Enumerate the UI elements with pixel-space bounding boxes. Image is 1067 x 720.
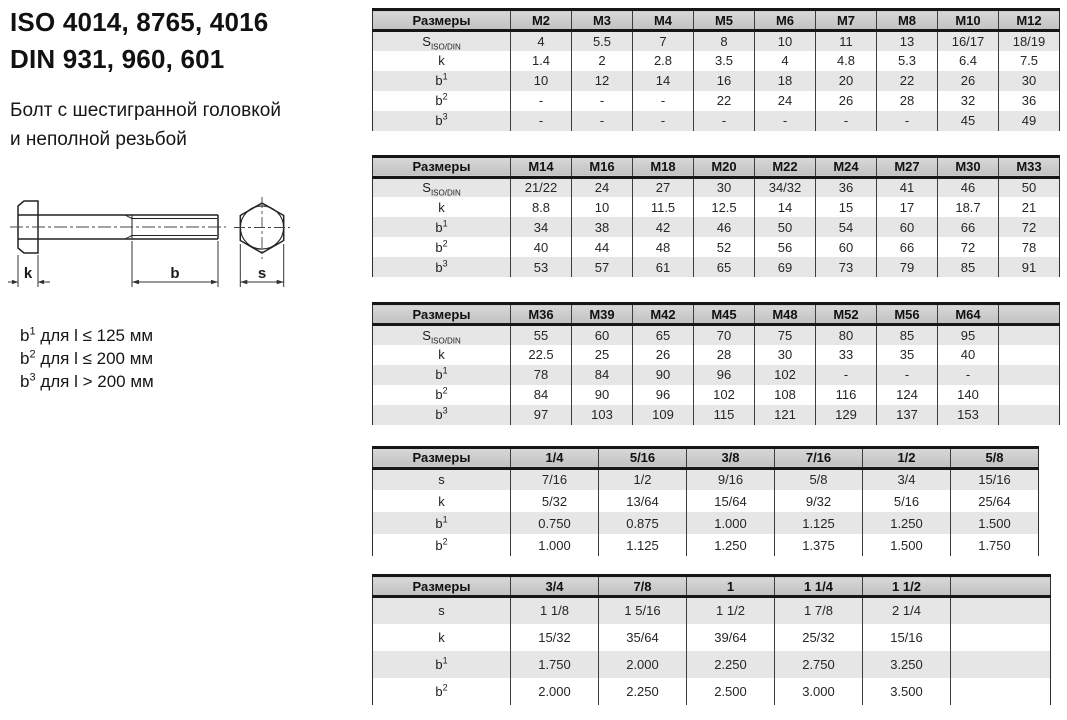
data-cell: 22.5	[511, 345, 572, 365]
table-row	[373, 512, 1039, 534]
data-cell: 24	[572, 177, 633, 197]
data-cell: 1 1/2	[687, 597, 775, 624]
column-header: M42	[633, 304, 694, 325]
data-cell: 124	[877, 385, 938, 405]
data-cell: 9/32	[775, 490, 863, 512]
size-column-header: Размеры	[373, 304, 511, 325]
column-header: 1/4	[511, 447, 599, 468]
data-cell: 116	[816, 385, 877, 405]
data-cell: 2.750	[775, 651, 863, 678]
table-row	[373, 257, 1060, 277]
data-cell: 1.4	[511, 51, 572, 71]
data-cell: 9/16	[687, 468, 775, 490]
data-cell: 65	[694, 257, 755, 277]
data-cell: 30	[694, 177, 755, 197]
data-cell: 85	[938, 257, 999, 277]
column-header: M20	[694, 156, 755, 177]
data-cell: 20	[816, 71, 877, 91]
column-header: M56	[877, 304, 938, 325]
table-row	[373, 217, 1060, 237]
data-cell: -	[511, 111, 572, 131]
column-header: 5/16	[599, 447, 687, 468]
data-cell: 72	[999, 217, 1060, 237]
data-cell: 60	[816, 237, 877, 257]
data-cell: 14	[633, 71, 694, 91]
data-cell: 3/4	[863, 468, 951, 490]
data-cell: 18.7	[938, 197, 999, 217]
data-cell: 5.5	[572, 31, 633, 51]
data-cell: 3.000	[775, 678, 863, 705]
subtitle-line-1: Болт с шестигранной головкой	[10, 100, 281, 121]
data-cell: 25/64	[951, 490, 1039, 512]
data-cell: 15/16	[863, 624, 951, 651]
data-cell: 30	[999, 71, 1060, 91]
data-cell: 17	[877, 197, 938, 217]
data-cell: 10	[511, 71, 572, 91]
data-cell	[951, 678, 1051, 705]
data-cell: 57	[572, 257, 633, 277]
data-cell: 13	[877, 31, 938, 51]
data-cell: 33	[816, 345, 877, 365]
data-cell: 1.000	[687, 512, 775, 534]
data-cell: 53	[511, 257, 572, 277]
table-row	[373, 325, 1060, 345]
row-label: $b^2$	[373, 678, 511, 705]
data-cell: 2.250	[687, 651, 775, 678]
column-header: 3/4	[511, 576, 599, 597]
data-cell: 7/16	[511, 468, 599, 490]
size-column-header: Размеры	[373, 447, 511, 468]
data-cell: 6.4	[938, 51, 999, 71]
data-cell: 1.750	[511, 651, 599, 678]
data-cell: 61	[633, 257, 694, 277]
data-cell: 35	[877, 345, 938, 365]
column-header: M22	[755, 156, 816, 177]
data-cell: 26	[938, 71, 999, 91]
data-cell: 95	[938, 325, 999, 345]
table-row	[373, 345, 1060, 365]
data-cell: 52	[694, 237, 755, 257]
data-cell: 28	[877, 91, 938, 111]
row-label: $b^2$	[373, 385, 511, 405]
data-cell: 5.3	[877, 51, 938, 71]
data-cell	[951, 624, 1051, 651]
data-cell: -	[877, 111, 938, 131]
row-label: $b^1$	[373, 71, 511, 91]
data-cell: 32	[938, 91, 999, 111]
column-header: M7	[816, 10, 877, 31]
data-cell: 1.125	[775, 512, 863, 534]
column-header: M45	[694, 304, 755, 325]
table-row	[373, 597, 1051, 624]
column-header: 7/16	[775, 447, 863, 468]
table-row	[373, 490, 1039, 512]
data-cell: -	[877, 365, 938, 385]
data-cell: -	[572, 111, 633, 131]
data-cell: 8	[694, 31, 755, 51]
row-label: $b^1$	[373, 512, 511, 534]
data-cell: 36	[999, 91, 1060, 111]
footnotes	[20, 324, 154, 393]
data-cell: 5/8	[775, 468, 863, 490]
data-cell: 129	[816, 405, 877, 425]
bolt-side-view	[10, 201, 226, 253]
data-cell: 60	[877, 217, 938, 237]
data-cell: 50	[755, 217, 816, 237]
column-header: 5/8	[951, 447, 1039, 468]
row-label: k	[373, 197, 511, 217]
data-cell: 4	[755, 51, 816, 71]
data-cell: 27	[633, 177, 694, 197]
data-cell: 21	[999, 197, 1060, 217]
data-cell	[999, 385, 1060, 405]
data-cell: 2.500	[687, 678, 775, 705]
data-cell: 21/22	[511, 177, 572, 197]
data-cell: 40	[938, 345, 999, 365]
data-cell: 0.750	[511, 512, 599, 534]
column-header: M27	[877, 156, 938, 177]
size-column-header: Размеры	[373, 10, 511, 31]
data-cell: 16/17	[938, 31, 999, 51]
data-cell: 78	[511, 365, 572, 385]
data-cell: 44	[572, 237, 633, 257]
column-header: 1	[687, 576, 775, 597]
data-cell	[951, 651, 1051, 678]
footnote-item: $b^3$ для l > 200 мм	[20, 371, 154, 391]
data-cell: 54	[816, 217, 877, 237]
column-header: M16	[572, 156, 633, 177]
table-row	[373, 534, 1039, 556]
data-cell: 73	[816, 257, 877, 277]
table-row	[373, 468, 1039, 490]
data-cell: 36	[816, 177, 877, 197]
data-cell: 46	[694, 217, 755, 237]
data-cell: 15/64	[687, 490, 775, 512]
data-cell: 13/64	[599, 490, 687, 512]
column-header: 3/8	[687, 447, 775, 468]
data-cell: 26	[633, 345, 694, 365]
data-cell: 22	[877, 71, 938, 91]
table-row	[373, 651, 1051, 678]
data-cell	[999, 405, 1060, 425]
data-cell: -	[816, 111, 877, 131]
data-cell: 55	[511, 325, 572, 345]
data-cell: 3.250	[863, 651, 951, 678]
column-header: 1 1/4	[775, 576, 863, 597]
data-cell: 65	[633, 325, 694, 345]
data-cell: 12.5	[694, 197, 755, 217]
data-cell: 91	[999, 257, 1060, 277]
dim-label-s: s	[257, 265, 267, 282]
data-cell: 46	[938, 177, 999, 197]
data-cell: 39/64	[687, 624, 775, 651]
data-cell: 1.250	[863, 512, 951, 534]
size-column-header: Размеры	[373, 156, 511, 177]
row-label: $b^2$	[373, 534, 511, 556]
data-cell: 72	[938, 237, 999, 257]
data-cell: 15/32	[511, 624, 599, 651]
data-cell: 1 1/8	[511, 597, 599, 624]
column-header	[999, 304, 1060, 325]
data-cell: 78	[999, 237, 1060, 257]
data-cell: 66	[877, 237, 938, 257]
column-header: M30	[938, 156, 999, 177]
data-cell: 2.8	[633, 51, 694, 71]
table-row	[373, 237, 1060, 257]
data-cell: 137	[877, 405, 938, 425]
data-cell: 56	[755, 237, 816, 257]
data-cell: 1.375	[775, 534, 863, 556]
bolt-technical-drawing	[8, 188, 308, 320]
row-label: $b^1$	[373, 365, 511, 385]
footnote-item: $b^1$ для l ≤ 125 мм	[20, 325, 154, 345]
data-cell: 22	[694, 91, 755, 111]
data-cell: 85	[877, 325, 938, 345]
row-label: $S_{ISO/DIN}$	[373, 325, 511, 345]
data-cell: 97	[511, 405, 572, 425]
data-cell: 1.125	[599, 534, 687, 556]
row-label: $b^3$	[373, 405, 511, 425]
column-header: M10	[938, 10, 999, 31]
data-cell: 15	[816, 197, 877, 217]
data-cell: 24	[755, 91, 816, 111]
column-header: M4	[633, 10, 694, 31]
subtitle-line-2: и неполной резьбой	[10, 129, 187, 150]
data-cell: 2.250	[599, 678, 687, 705]
data-cell: 60	[572, 325, 633, 345]
table-row	[373, 405, 1060, 425]
data-cell: 7.5	[999, 51, 1060, 71]
data-cell: 50	[999, 177, 1060, 197]
data-cell: -	[816, 365, 877, 385]
data-cell: 140	[938, 385, 999, 405]
data-cell: -	[511, 91, 572, 111]
data-cell: 80	[816, 325, 877, 345]
data-cell: 11	[816, 31, 877, 51]
data-cell: 1 7/8	[775, 597, 863, 624]
data-cell: 5/16	[863, 490, 951, 512]
column-header: M14	[511, 156, 572, 177]
data-cell: 90	[633, 365, 694, 385]
data-cell: 25/32	[775, 624, 863, 651]
size-column-header: Размеры	[373, 576, 511, 597]
data-cell: 45	[938, 111, 999, 131]
page-title	[10, 4, 268, 78]
column-header: M3	[572, 10, 633, 31]
column-header: 7/8	[599, 576, 687, 597]
data-cell: 1.250	[687, 534, 775, 556]
data-cell: 30	[755, 345, 816, 365]
column-header: M6	[755, 10, 816, 31]
data-cell: 34/32	[755, 177, 816, 197]
row-label: s	[373, 468, 511, 490]
data-cell: 12	[572, 71, 633, 91]
table-row	[373, 111, 1060, 131]
row-label: $S_{ISO/DIN}$	[373, 31, 511, 51]
data-cell: 28	[694, 345, 755, 365]
row-label: $b^1$	[373, 217, 511, 237]
data-cell: 26	[816, 91, 877, 111]
data-cell: 10	[755, 31, 816, 51]
column-header: 1 1/2	[863, 576, 951, 597]
title-line-1: ISO 4014, 8765, 4016	[10, 7, 269, 37]
column-header: M24	[816, 156, 877, 177]
data-cell: 1/2	[599, 468, 687, 490]
table-row	[373, 624, 1051, 651]
table-row	[373, 31, 1060, 51]
data-cell: 2.000	[511, 678, 599, 705]
data-cell: 103	[572, 405, 633, 425]
data-cell: 25	[572, 345, 633, 365]
data-cell: 4	[511, 31, 572, 51]
data-cell	[999, 345, 1060, 365]
data-cell: -	[633, 91, 694, 111]
dimension-table-3	[372, 302, 1060, 425]
data-cell: 3.500	[863, 678, 951, 705]
data-cell: 84	[511, 385, 572, 405]
footnote-item: $b^2$ для l ≤ 200 мм	[20, 348, 154, 368]
data-cell	[999, 365, 1060, 385]
data-cell: -	[755, 111, 816, 131]
data-cell: 1.750	[951, 534, 1039, 556]
data-cell: 5/32	[511, 490, 599, 512]
table-row	[373, 678, 1051, 705]
data-cell: 102	[694, 385, 755, 405]
row-label: s	[373, 597, 511, 624]
data-cell: 11.5	[633, 197, 694, 217]
row-label: k	[373, 490, 511, 512]
dimension-lines	[8, 241, 284, 287]
data-cell: 121	[755, 405, 816, 425]
column-header: M8	[877, 10, 938, 31]
data-cell: 49	[999, 111, 1060, 131]
data-cell: -	[694, 111, 755, 131]
column-header: M64	[938, 304, 999, 325]
data-cell: 0.875	[599, 512, 687, 534]
title-line-2: DIN 931, 960, 601	[10, 44, 225, 74]
data-cell: 1 5/16	[599, 597, 687, 624]
data-cell: 90	[572, 385, 633, 405]
table-row	[373, 177, 1060, 197]
row-label: $b^3$	[373, 257, 511, 277]
data-cell: 66	[938, 217, 999, 237]
data-cell: 1.500	[863, 534, 951, 556]
table-row	[373, 365, 1060, 385]
data-cell: 1.000	[511, 534, 599, 556]
data-cell: 79	[877, 257, 938, 277]
data-cell: 35/64	[599, 624, 687, 651]
column-header: 1/2	[863, 447, 951, 468]
data-cell: 16	[694, 71, 755, 91]
data-cell: 84	[572, 365, 633, 385]
column-header: M33	[999, 156, 1060, 177]
data-cell: 96	[633, 385, 694, 405]
table-row	[373, 71, 1060, 91]
column-header: M36	[511, 304, 572, 325]
page-subtitle	[10, 96, 281, 154]
row-label: k	[373, 51, 511, 71]
bolt-end-view	[234, 197, 290, 259]
row-label: k	[373, 624, 511, 651]
data-cell: 96	[694, 365, 755, 385]
data-cell: 42	[633, 217, 694, 237]
table-row	[373, 51, 1060, 71]
data-cell: 18/19	[999, 31, 1060, 51]
data-cell	[999, 325, 1060, 345]
data-cell: 41	[877, 177, 938, 197]
data-cell: 40	[511, 237, 572, 257]
dimension-table-5	[372, 574, 1051, 705]
data-cell: 4.8	[816, 51, 877, 71]
row-label: $b^1$	[373, 651, 511, 678]
data-cell: -	[938, 365, 999, 385]
column-header: M12	[999, 10, 1060, 31]
data-cell: -	[572, 91, 633, 111]
data-cell: 34	[511, 217, 572, 237]
data-cell: 38	[572, 217, 633, 237]
dimension-table-2	[372, 155, 1060, 278]
data-cell: 102	[755, 365, 816, 385]
table-row	[373, 385, 1060, 405]
dimension-table-1	[372, 8, 1060, 131]
column-header	[951, 576, 1051, 597]
data-cell: 1.500	[951, 512, 1039, 534]
data-cell: 115	[694, 405, 755, 425]
column-header: M39	[572, 304, 633, 325]
dimension-table-4	[372, 446, 1039, 557]
column-header: M5	[694, 10, 755, 31]
row-label: $b^2$	[373, 91, 511, 111]
data-cell: 8.8	[511, 197, 572, 217]
column-header: M52	[816, 304, 877, 325]
data-cell: 10	[572, 197, 633, 217]
column-header: M18	[633, 156, 694, 177]
data-cell: 69	[755, 257, 816, 277]
data-cell: 2 1/4	[863, 597, 951, 624]
dim-label-k: k	[23, 265, 33, 282]
data-cell: 3.5	[694, 51, 755, 71]
column-header: M2	[511, 10, 572, 31]
data-cell: -	[633, 111, 694, 131]
data-cell: 48	[633, 237, 694, 257]
dim-label-b: b	[170, 265, 180, 282]
data-cell: 2.000	[599, 651, 687, 678]
table-row	[373, 91, 1060, 111]
data-cell: 18	[755, 71, 816, 91]
data-cell: 70	[694, 325, 755, 345]
data-cell: 15/16	[951, 468, 1039, 490]
data-cell: 2	[572, 51, 633, 71]
data-cell: 109	[633, 405, 694, 425]
data-cell: 7	[633, 31, 694, 51]
data-cell	[951, 597, 1051, 624]
data-cell: 14	[755, 197, 816, 217]
tables-panel	[372, 0, 1064, 705]
data-cell: 108	[755, 385, 816, 405]
row-label: $b^2$	[373, 237, 511, 257]
row-label: k	[373, 345, 511, 365]
data-cell: 75	[755, 325, 816, 345]
data-cell: 153	[938, 405, 999, 425]
table-row	[373, 197, 1060, 217]
row-label: $S_{ISO/DIN}$	[373, 177, 511, 197]
row-label: $b^3$	[373, 111, 511, 131]
column-header: M48	[755, 304, 816, 325]
